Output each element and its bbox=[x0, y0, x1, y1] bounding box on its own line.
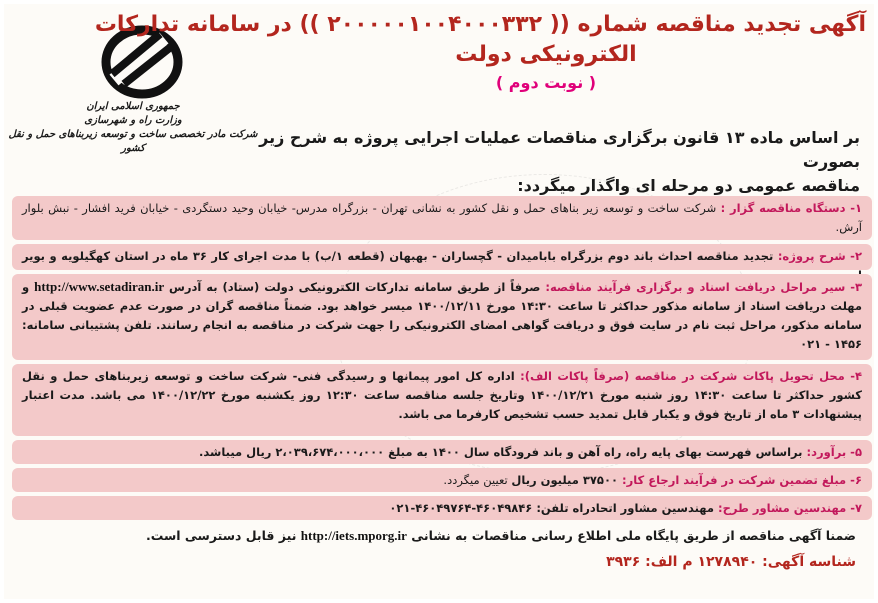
section-envelope-delivery bbox=[12, 364, 872, 436]
section-label: ۲- شرح پروژه: bbox=[777, 249, 862, 263]
section-label: ۴- محل تحویل پاکات شرکت در مناقصه (صرفاً پاکات الف): bbox=[520, 369, 862, 383]
section-guarantee bbox=[12, 468, 872, 492]
section-label: ۱- دستگاه مناقصه گزار : bbox=[720, 201, 862, 215]
iets-link[interactable]: http://iets.mporg.ir bbox=[300, 528, 407, 543]
section-label: ۶- مبلغ تضمین شرکت در فرآیند ارجاع کار: bbox=[622, 473, 862, 487]
section-tender-organizer bbox=[12, 196, 872, 240]
section-consultant bbox=[12, 496, 872, 520]
notice-title-line2: الکترونیکی دولت bbox=[455, 42, 637, 67]
section-text-continued: و مهلت دریافت اسناد از سامانه مذکور حداکثر تا ساعت ۱۴:۳۰ مورخ ۱۴۰۰/۱۲/۱۱ میسر خواهد بود. ضمناً مناقصه گران در صورت عدم عضویت قبلی در سامانه مذکور، مراحل ثبت نام در سایت فوق و دریافت گواهی امضای الکترونیکی را جهت شرکت در مناقصه به انجام رسانند. تلفن پشتیبانی سامانه: ۱۴۵۶ - ۰۲۱ bbox=[22, 280, 862, 351]
org-company: شرکت مادر تخصصی ساخت و توسعه زیربناهای حمل و نقل کشور bbox=[8, 129, 258, 154]
section-estimate bbox=[12, 440, 872, 464]
org-ministry: وزارت راه و شهرسازی bbox=[84, 115, 182, 126]
section-label: ۷- مهندسین مشاور طرح: bbox=[718, 501, 862, 515]
section-label: ۵- برآورد: bbox=[806, 445, 862, 459]
setad-link[interactable]: http://www.setadiran.ir bbox=[34, 279, 165, 294]
organization-name bbox=[8, 100, 258, 156]
intro-line2: مناقصه عمومی دو مرحله ای واگذار میگردد: bbox=[517, 176, 860, 195]
section-text: تجدید مناقصه احداث باند دوم بزرگراه بابامیدان - گچساران - بهبهان (قطعه ۱/ب) با مدت اجرای کار ۳۶ ماه در استان کهگیلویه و بویر bbox=[22, 249, 774, 263]
notice-title-line1: آگهی تجدید مناقصه شماره (( ۲۰۰۰۰۰۱۰۰۴۰۰۰۳۳۲ )) در سامانه تدارکات bbox=[94, 12, 866, 37]
section-label: ۳- سیر مراحل دریافت اسناد و برگزاری فرآیند مناقصه: bbox=[545, 280, 863, 294]
section-project-description bbox=[12, 244, 872, 270]
intro-line1: بر اساس ماده ۱۳ قانون برگزاری مناقصات عملیات اجرایی پروژه به شرح زیر بصورت bbox=[259, 128, 860, 171]
guarantee-amount: ۳۷۵۰۰ میلیون ریال bbox=[511, 473, 623, 487]
tender-notice bbox=[4, 4, 874, 599]
footer-note bbox=[146, 526, 856, 546]
section-text: براساس فهرست بهای پایه راه، راه آهن و باند فرودگاه سال ۱۴۰۰ به مبلغ ۲،۰۳۹،۶۷۴،۰۰۰،۰۰۰ ریال میباشد. bbox=[199, 445, 807, 459]
section-text: صرفاً از طریق سامانه تدارکات الکترونیکی دولت (ستاد) به آدرس bbox=[164, 280, 546, 294]
footer-text-continued: نیز قابل دسترسی است. bbox=[145, 528, 301, 543]
notice-intro bbox=[240, 126, 860, 198]
notice-round: ( نوبت دوم ) bbox=[495, 73, 597, 92]
notice-id: شناسه آگهی: ۱۲۷۸۹۴۰ م الف: ۳۹۳۶ bbox=[606, 554, 856, 570]
section-text: اداره کل امور پیمانها و رسیدگی فنی- شرکت ساخت و توسعه زیربناهای حمل و نقل کشور حداکثر تا ساعت ۱۴:۳۰ روز شنبه مورخ ۱۴۰۰/۱۲/۲۱ وتاریخ جلسه مناقصه ساعت ۱۲:۳۰ روز یکشنبه مورخ ۱۴۰۰/۱۲/۲۲ می باشد. مدت اعتبار پیشنهادات ۳ ماه از تاریخ فوق و یکبار قابل تمدید حسب تشخیص کارفرما می باشد. bbox=[22, 369, 862, 421]
org-country: جمهوری اسلامی ایران bbox=[86, 101, 180, 112]
section-text: شرکت ساخت و توسعه زیر بناهای حمل و نقل کشور به نشانی تهران - بزرگراه مدرس- خیابان وحید دستگردی - خیابان فرید افشار - نبش بلوار آرش. bbox=[22, 201, 862, 234]
section-document-process bbox=[12, 274, 872, 360]
footer-text: ضمنا آگهی مناقصه از طریق پایگاه ملی اطلاع رسانی مناقصات به نشانی bbox=[406, 528, 856, 543]
section-text: مهندسین مشاور اتحادراه تلفن: ۴۶۰۴۹۸۴۶-۴۶۰۴۹۷۶۴-۰۲۱ bbox=[389, 501, 718, 515]
section-text: تعیین میگردد. bbox=[443, 473, 512, 487]
